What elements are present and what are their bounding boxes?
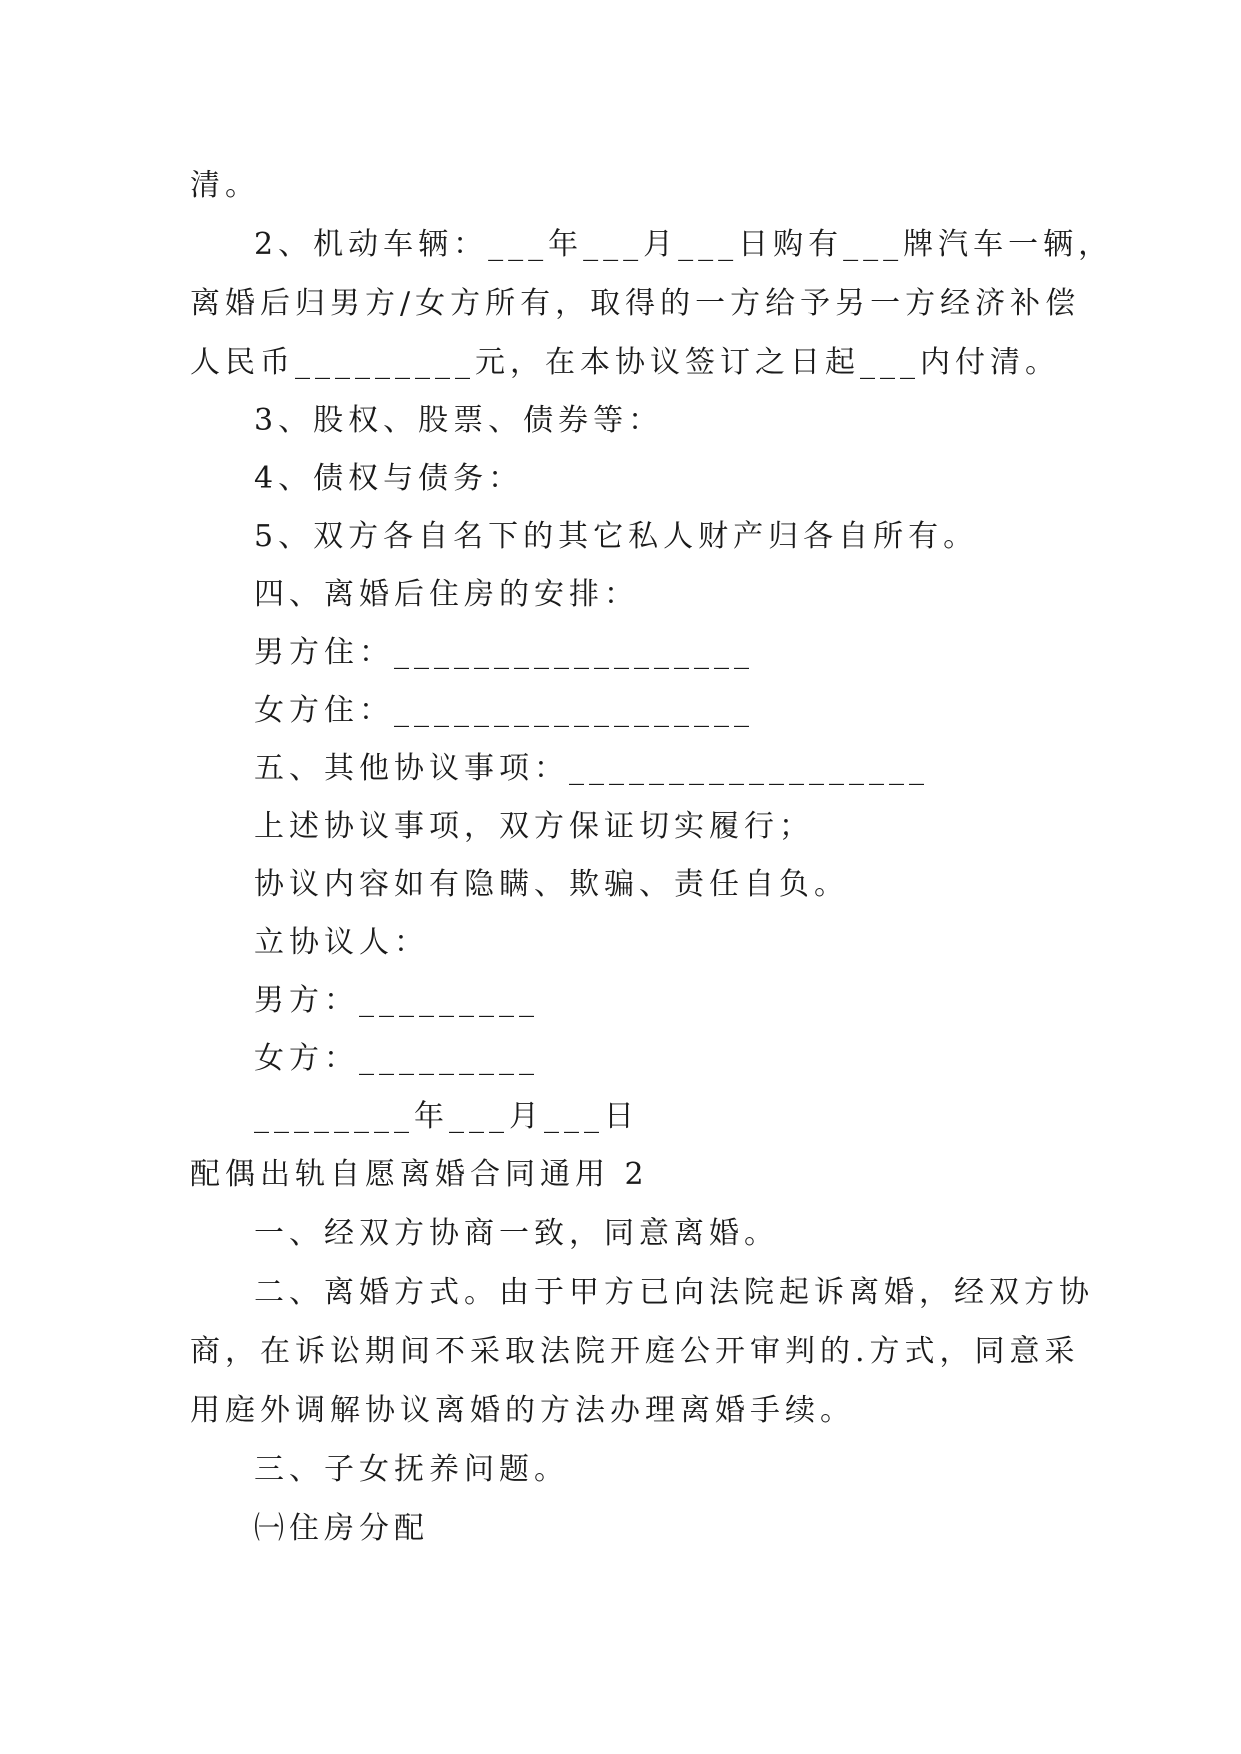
text-line: 离婚后归男方/女方所有，取得的一方给予另一方经济补偿 xyxy=(190,286,1081,321)
text-line: 2、机动车辆：___年___月___日购有___牌汽车一辆， xyxy=(254,227,1114,262)
text-line: 女方住：__________________ xyxy=(254,693,754,728)
text-line: 用庭外调解协议离婚的方法办理离婚手续。 xyxy=(190,1393,855,1428)
text-line: 上述协议事项，双方保证切实履行； xyxy=(254,809,814,844)
text-line: 4、债权与债务： xyxy=(254,461,524,496)
text-line: 清。 xyxy=(190,168,260,203)
text-line: 3、股权、股票、债券等： xyxy=(254,403,664,438)
text-line: 人民币_________元，在本协议签订之日起___内付清。 xyxy=(190,345,1060,380)
signature-line: 男方：_________ xyxy=(254,983,539,1018)
text-line: 立协议人： xyxy=(254,925,429,960)
text-line: 5、双方各自名下的其它私人财产归各自所有。 xyxy=(254,519,979,554)
date-line: ________年___月___日 xyxy=(254,1099,639,1134)
section-heading: 五、其他协议事项：__________________ xyxy=(254,751,929,786)
section-heading: 四、离婚后住房的安排： xyxy=(254,577,639,612)
text-line: 男方住：__________________ xyxy=(254,635,754,670)
subsection-heading: ㈠住房分配 xyxy=(254,1511,429,1546)
text-line: 协议内容如有隐瞒、欺骗、责任自负。 xyxy=(254,867,849,902)
document-title: 配偶出轨自愿离婚合同通用 2 xyxy=(190,1157,649,1192)
signature-line: 女方：_________ xyxy=(254,1041,539,1076)
text-line: 商，在诉讼期间不采取法院开庭公开审判的.方式，同意采 xyxy=(190,1334,1080,1369)
section-heading: 三、子女抚养问题。 xyxy=(254,1452,569,1487)
text-line: 一、经双方协商一致，同意离婚。 xyxy=(254,1216,779,1251)
text-line: 二、离婚方式。由于甲方已向法院起诉离婚，经双方协 xyxy=(254,1275,1094,1310)
